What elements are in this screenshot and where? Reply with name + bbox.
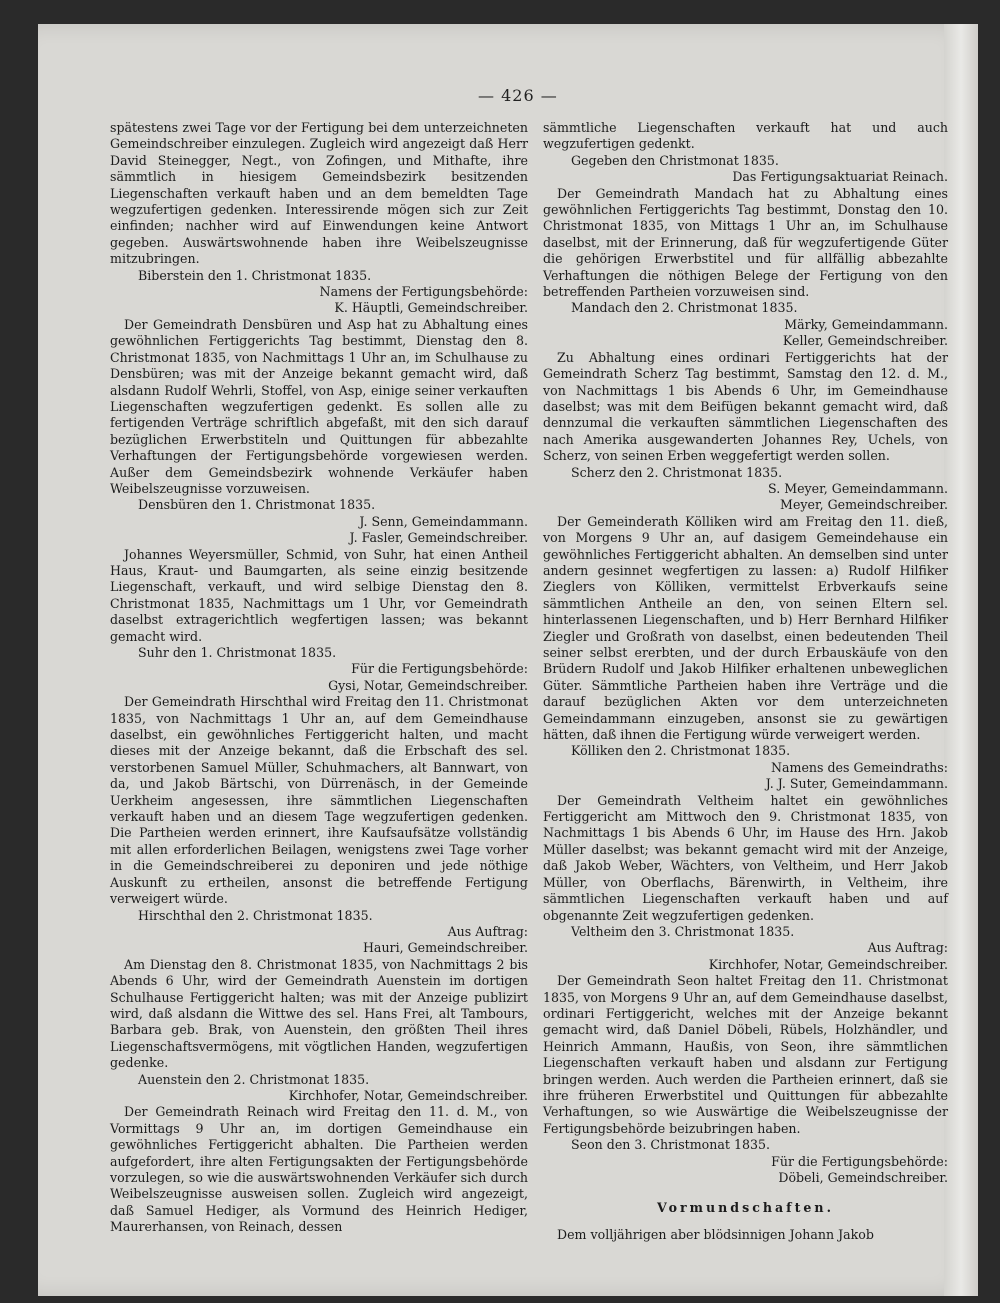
- notice-signature: S. Meyer, Gemeindammann.: [768, 480, 948, 496]
- notice-date: Veltheim den 3. Christmonat 1835.: [571, 923, 795, 939]
- notice-date: Auenstein den 2. Christmonat 1835.: [138, 1071, 370, 1087]
- notice-signature: Kirchhofer, Notar, Gemeindschreiber.: [708, 956, 948, 972]
- notice-signature: J. Senn, Gemeindammann.: [359, 513, 528, 529]
- notice-suhr: Johannes Weyersmüller, Schmid, von Suhr, hat einen Antheil Haus, Kraut- und Baumgarten, als seine einzig besitzende Liegenschaft, verkauft, und wird selbige Dienstag den 8. Christmonat 1835, Nachmittags um 1 Uhr, vor Gemeindrath daselbst extragerichtlich wegfertigen lassen; was bekannt gemacht wird.: [110, 546, 528, 644]
- notice-koelliken: Der Gemeinderath Kölliken wird am Freitag den 11. dieß, von Morgens 9 Uhr an, auf dasigem Gemeindehause ein gewöhnliches Fertiggericht abhalten. An demselben sind unter andern gesinnet wegfertigen zu lassen: a) Rudolf Hilfiker Zieglers von Kölliken, vermittelst Erbverkaufs seine sämmtlichen Antheile an den, von seinen Eltern sel. hinterlassenen Liegenschaften, und b) Herr Bernhard Hilfiker Ziegler und Großrath von daselbst, einen bedeutenden Theil seiner selbst ererbten, und der durch Erbauskäufe von den Brüdern Rudolf und Jakob Hilfiker erhaltenen unbeweglichen Güter. Sämmtliche Partheien haben ihre Verträge und die darauf bezüglichen Akten vor dem unterzeichneten Gemeindammann einzugeben, ansonst sie zu gewärtigen hätten, daß ihnen die Fertigung würde verweigert werden.: [543, 513, 948, 743]
- notice-hirschthal: Der Gemeindrath Hirschthal wird Freitag den 11. Christmonat 1835, von Nachmittags 1 Uhr an, auf dem Gemeindhause daselbst, ein gewöhnliches Fertiggericht halten, und macht dieses mit der Anzeige bekannt, daß die Erbschaft des sel. verstorbenen Samuel Müller, Schuhmachers, alt Bannwart, von da, und Jakob Bärtschi, von Dürrenäsch, in der Gemeinde Uerkheim angesessen, ihre sämmtlichen Liegenschaften verkauft haben und an diesem Tage wegzufertigen gedenken. Die Partheien werden erinnert, ihre Kaufsaufsätze vollständig mit allen erforderlichen Beilagen, wenigstens zwei Tage vorher in die Gemeindschreiberei zu deponiren und jede nöthige Auskunft zu ertheilen, ansonst die betreffende Fertigung verweigert würde.: [110, 694, 528, 907]
- notice-signature: K. Häuptli, Gemeindschreiber.: [334, 300, 528, 316]
- notice-signature: Für die Fertigungsbehörde:: [351, 661, 528, 677]
- notice-vormundschaft: Dem volljährigen aber blödsinnigen Johann Jakob: [557, 1226, 874, 1242]
- notice-date: Scherz den 2. Christmonat 1835.: [571, 464, 783, 480]
- notice-date: Gegeben den Christmonat 1835.: [571, 152, 779, 168]
- notice-date: Hirschthal den 2. Christmonat 1835.: [138, 907, 373, 923]
- notice-signature: Aus Auftrag:: [867, 940, 948, 956]
- left-column: [110, 120, 528, 1236]
- notice-date: Densbüren den 1. Christmonat 1835.: [138, 497, 376, 513]
- notice-mandach: Der Gemeindrath Mandach hat zu Abhaltung eines gewöhnlichen Fertiggerichts Tag bestimmt, Donstag den 10. Christmonat 1835, von Mittags 1 Uhr an, im Schulhause daselbst, mit der Erinnerung, daß für wegzufertigende Güter die gehörigen Erwerbstitel und für allfällig abbezahlte Verhaftungen die nöthigen Belege der Fertigung von den betreffenden Partheien vorzuweisen sind.: [543, 185, 948, 300]
- notice-date: Mandach den 2. Christmonat 1835.: [571, 300, 798, 316]
- notice-date: Suhr den 1. Christmonat 1835.: [138, 645, 337, 660]
- notice-date: Biberstein den 1. Christmonat 1835.: [138, 267, 372, 283]
- notice-signature: Kirchhofer, Notar, Gemeindschreiber.: [288, 1087, 528, 1103]
- notice-signature: Aus Auftrag:: [447, 923, 528, 939]
- notice-signature: Namens des Gemeindraths:: [771, 759, 948, 775]
- notice-scherz: Zu Abhaltung eines ordinari Fertiggerichts hat der Gemeindrath Scherz Tag bestimmt, Samstag den 12. d. M., von Nachmittags 1 bis Abends 6 Uhr, im Gemeindhause daselbst; was mit dem Beifügen bekannt gemacht wird, daß dennzumal die verkauften sämmtlichen Liegenschaften des nach Amerika ausgewanderten Johannes Rey, Uchels, von Scherz, von seinen Erben weggefertigt werden sollen.: [543, 349, 948, 464]
- notice-seon: Der Gemeindrath Seon haltet Freitag den 11. Christmonat 1835, von Morgens 9 Uhr an, auf dem Gemeindhause daselbst, ordinari Fertiggericht, welches mit der Anzeige bekannt gemacht wird, daß Daniel Döbeli, Rübels, Holzhändler, und Heinrich Ammann, Haußis, von Seon, ihre sämmtlichen Liegenschaften verkauft haben und alsdann zur Fertigung bringen werden. Auch werden die Partheien erinnert, daß sie ihre früheren Erwerbstitel und Quittungen für abbezahlte Verhaftungen, so wie Auswärtige die Weibelszeugnisse der Fertigungsbehörde beizubringen haben.: [543, 973, 948, 1136]
- notice-reinach-continued: sämmtliche Liegenschaften verkauft hat und auch wegzufertigen gedenkt.: [543, 120, 948, 152]
- notice-signature: Für die Fertigungsbehörde:: [771, 1153, 948, 1169]
- page-number: — 426 —: [478, 86, 558, 105]
- notice-signature: Döbeli, Gemeindschreiber.: [778, 1170, 948, 1185]
- notice-signature: Keller, Gemeindschreiber.: [782, 333, 948, 349]
- section-heading: Vormundschaften.: [657, 1200, 834, 1216]
- notice-auenstein: Am Dienstag den 8. Christmonat 1835, von Nachmittags 2 bis Abends 6 Uhr, wird der Gemeindrath Auenstein im dortigen Schulhause Fertiggericht halten; was mit der Anzeige publizirt wird, daß alsdann die Wittwe des sel. Hans Frei, alt Tambours, Barbara geb. Brak, von Auenstein, den größten Theil ihres Liegenschaftsvermögens, mit vögtlichen Handen, wegzufertigen gedenke.: [110, 956, 528, 1071]
- notice-date: Seon den 3. Christmonat 1835.: [571, 1137, 771, 1153]
- notice-signature: Gysi, Notar, Gemeindschreiber.: [328, 677, 528, 693]
- notice-signature: Meyer, Gemeindschreiber.: [780, 497, 948, 513]
- notice-signature: J. Fasler, Gemeindschreiber.: [349, 530, 528, 546]
- notice-biberstein: spätestens zwei Tage vor der Fertigung bei dem unterzeichneten Gemeindschreiber einzulegen. Zugleich wird angezeigt daß Herr David Steinegger, Negt., von Zofingen, und Mithafte, ihre sämmtlich in hiesigem Gemeindsbezirk besitzenden Liegenschaften verkauft haben und an dem bemeldten Tage wegzufertigen gedenken. Interessirende mögen sich zur Zeit einfinden; nachher wird auf Einwendungen keine Antwort gegeben. Auswärtswohnende haben ihre Weibelszeugnisse mitzubringen.: [110, 120, 528, 267]
- notice-signature: J. J. Suter, Gemeindammann.: [765, 776, 948, 792]
- notice-signature: Märky, Gemeindammann.: [784, 316, 948, 332]
- page-edge: [944, 24, 978, 1296]
- notice-date: Kölliken den 2. Christmonat 1835.: [571, 743, 791, 759]
- notice-reinach: Der Gemeindrath Reinach wird Freitag den 11. d. M., von Vormittags 9 Uhr an, im dortigen Gemeindhause ein gewöhnliches Fertiggericht abhalten. Die Partheien werden aufgefordert, ihre alten Fertigungsakten der Fertigungsbehörde vorzulegen, so wie die auswärtswohnenden Verkäufer sich durch Weibelszeugnisse ausweisen sollen. Zugleich wird angezeigt, daß Samuel Hediger, als Vormund des Heinrich Hediger, Maurerhansen, von Reinach, dessen: [110, 1104, 528, 1235]
- newspaper-page: [38, 24, 978, 1296]
- notice-signature: Das Fertigungsaktuariat Reinach.: [732, 169, 948, 185]
- right-column: [543, 120, 948, 1243]
- notice-densbueren: Der Gemeindrath Densbüren und Asp hat zu Abhaltung eines gewöhnlichen Fertiggerichts Tag bestimmt, Dienstag den 8. Christmonat 1835, von Nachmittags 1 Uhr an, im Schulhause zu Densbüren; was mit der Anzeige bekannt gemacht wird, daß alsdann Rudolf Wehrli, Stoffel, von Asp, einige seiner verkauften Liegenschaften wegzufertigen gedenkt. Es sollen alle zu fertigenden Verträge schriftlich abgefaßt, mit den sich darauf bezüglichen Erwerbstiteln und Quittungen für abbezahlte Verhaftungen der Fertigungsbehörde vorgewiesen werden. Außer dem Gemeindsbezirk wohnende Verkäufer haben Weibelszeugnisse vorzuweisen.: [110, 316, 528, 496]
- notice-veltheim: Der Gemeindrath Veltheim haltet ein gewöhnliches Fertiggericht am Mittwoch den 9. Christmonat 1835, von Nachmittags 1 bis Abends 6 Uhr, im Hause des Hrn. Jakob Müller daselbst; was bekannt gemacht wird mit der Anzeige, daß Jakob Weber, Wächters, von Veltheim, und Herr Jakob Müller, von Oberflachs, Bärenwirth, in Veltheim, ihre sämmtlichen Liegenschaften verkauft haben und auf obgenannte Zeit wegzufertigen gedenken.: [543, 792, 948, 923]
- notice-signature: Hauri, Gemeindschreiber.: [362, 940, 528, 956]
- notice-signature: Namens der Fertigungsbehörde:: [319, 284, 528, 300]
